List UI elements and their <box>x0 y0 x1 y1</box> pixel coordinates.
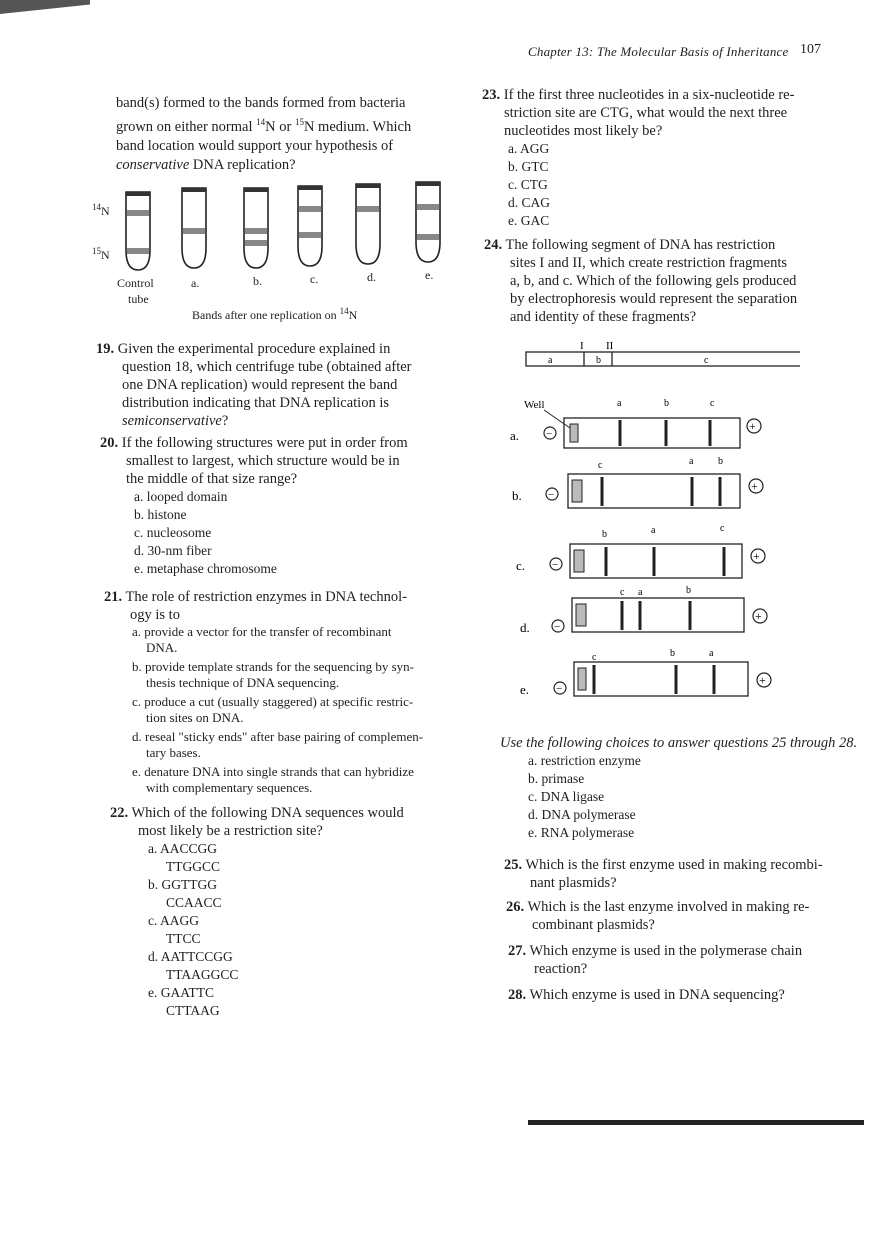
q24-line: The following segment of DNA has restriction <box>505 237 776 253</box>
q22-choice-a: a. AACCGG TTGGCC <box>148 841 220 874</box>
q21-choice-c: c. produce a cut (usually staggered) at specific restric- tion sites on DNA. <box>132 694 414 725</box>
enzyme-choice-c: c. DNA ligase <box>528 789 605 804</box>
gel-d <box>520 585 767 635</box>
question-21 <box>104 588 456 796</box>
segment-label-c: c <box>704 355 709 366</box>
gel-letter-d: d. <box>520 620 530 635</box>
q24-number: 24. <box>484 237 503 253</box>
band-hybrid <box>245 228 267 234</box>
q18-continuation <box>116 94 446 175</box>
q18-line: grown on either normal $^{14}$N or $^{15}$N medium. Which <box>116 117 412 135</box>
restriction-gel-figure <box>500 340 800 710</box>
q18-line: band(s) formed to the bands formed from bacteria <box>116 95 406 111</box>
q28-number: 28. <box>508 987 527 1003</box>
minus-icon: − <box>556 683 563 695</box>
q23-choice-d: d. CAG <box>508 195 551 210</box>
q22-choice-e: e. GAATTC CTTAAG <box>148 985 220 1018</box>
gel-letter-a: a. <box>510 428 520 443</box>
q25-number: 25. <box>504 857 523 873</box>
tube-c <box>298 186 322 266</box>
tube-label-e: e. <box>425 268 434 282</box>
tube-label-d: d. <box>367 270 376 284</box>
q20-line: the middle of that size range? <box>126 471 298 487</box>
site-label-ii: II <box>606 340 614 352</box>
q22-line: Which of the following DNA sequences would <box>131 805 404 821</box>
page-number: 107 <box>800 42 821 57</box>
tube-e <box>416 182 440 262</box>
q19-number: 19. <box>96 341 115 357</box>
enzyme-choice-b: b. primase <box>528 771 585 786</box>
tube-label-a: a. <box>191 276 200 290</box>
gel-c-band-label: a <box>651 525 656 536</box>
q21-choice-b: b. provide template strands for the sequencing by syn- thesis technique of DNA sequencing. <box>132 659 414 690</box>
q23-choice-a: a. AGG <box>508 141 550 156</box>
q22-line: most likely be a restriction site? <box>138 823 323 839</box>
q23-choice-b: b. GTC <box>508 159 549 174</box>
q23-number: 23. <box>482 87 501 103</box>
plus-icon: + <box>751 479 758 493</box>
q21-line: The role of restriction enzymes in DNA technol- <box>125 589 407 605</box>
gel-c-band-label: c <box>720 523 725 534</box>
q20-line: If the following structures were put in order from <box>121 435 408 451</box>
plus-icon: + <box>759 673 766 687</box>
q22-choice-d: d. AATTCCGG TTAAGGCC <box>148 949 239 982</box>
gel-a <box>510 398 761 448</box>
well-label: Well <box>524 399 545 411</box>
q18-line: band location would support your hypothesis of <box>116 137 394 154</box>
q24-line: sites I and II, which create restriction fragments <box>510 255 788 271</box>
q20-choice-b: b. histone <box>134 507 187 522</box>
segment-label-b: b <box>596 355 601 366</box>
minus-icon: − <box>546 428 553 440</box>
minus-icon: − <box>552 559 559 571</box>
q27-line: Which enzyme is used in the polymerase chain <box>529 943 803 959</box>
q20-choice-c: c. nucleosome <box>134 525 212 540</box>
n15-label: $^{15}$N <box>92 246 110 262</box>
band-14n <box>299 206 321 212</box>
q19-line: one DNA replication) would represent the band <box>122 377 398 393</box>
q23-line: If the first three nucleotides in a six-nucleotide re- <box>503 87 795 103</box>
plus-icon: + <box>753 549 760 563</box>
q24-line: a, b, and c. Which of the following gels produced <box>510 273 797 289</box>
q24-line: by electrophoresis would represent the separation <box>510 291 798 307</box>
q19-line: distribution indicating that DNA replication is <box>122 395 390 411</box>
gel-e <box>520 648 771 697</box>
tube-a <box>182 188 206 268</box>
tubes-svg <box>90 180 450 280</box>
plus-icon: + <box>749 419 756 433</box>
tube-d <box>356 184 380 264</box>
q23-line: striction site are CTG, what would the next three <box>504 105 788 121</box>
q28-line: Which enzyme is used in DNA sequencing? <box>529 987 785 1003</box>
q21-number: 21. <box>104 589 123 605</box>
gel-d-band-label: a <box>638 587 643 598</box>
band-hybrid <box>183 228 205 234</box>
plus-icon: + <box>755 609 762 623</box>
centrifuge-tubes-figure <box>90 180 450 330</box>
tube-label-c: c. <box>310 272 319 286</box>
minus-icon: − <box>554 621 561 633</box>
band-hybrid <box>299 232 321 238</box>
gel-b-band-label: c <box>598 460 603 471</box>
q22-choice-b: b. GGTTGG CCAACC <box>148 877 222 910</box>
question-23 <box>482 86 832 230</box>
band-15n <box>245 240 267 246</box>
running-header: Chapter 13: The Molecular Basis of Inheritance <box>528 44 789 59</box>
q20-line: smallest to largest, which structure would be in <box>126 453 400 469</box>
gel-letter-b: b. <box>512 488 522 503</box>
site-label-i: I <box>580 340 584 352</box>
question-19 <box>96 340 448 430</box>
q19-line: semiconservative? <box>122 413 229 429</box>
q26-line: combinant plasmids? <box>532 917 655 933</box>
tube-control <box>126 192 150 270</box>
q21-line: ogy is to <box>130 607 180 623</box>
question-20 <box>100 434 450 578</box>
q18-line: conservative DNA replication? <box>116 156 296 173</box>
q19-line: question 18, which centrifuge tube (obtained after <box>122 359 412 375</box>
q23-choice-e: e. GAC <box>508 213 550 228</box>
tube-label-b: b. <box>253 274 262 288</box>
tube-label-control: Control <box>117 276 154 290</box>
q22-choice-c: c. AAGG TTCC <box>148 913 201 946</box>
band-14n <box>417 204 439 210</box>
gel-letter-c: c. <box>516 558 526 573</box>
q19-line: Given the experimental procedure explained in <box>117 341 391 357</box>
q25-line: nant plasmids? <box>530 875 617 891</box>
band-14n <box>127 210 149 216</box>
q20-choice-d: d. 30-nm fiber <box>134 543 212 558</box>
tube-label-control-sub: tube <box>128 292 149 306</box>
question-28 <box>508 986 858 1004</box>
n14-label: $^{14}$N <box>92 202 110 218</box>
gel-c <box>516 523 765 578</box>
enzyme-choice-d: d. DNA polymerase <box>528 807 636 822</box>
gel-d-band-label: b <box>686 585 691 596</box>
bottom-rule <box>528 1120 864 1125</box>
q20-choice-e: e. metaphase chromosome <box>134 561 277 576</box>
question-27 <box>508 942 858 978</box>
q22-number: 22. <box>110 805 129 821</box>
enzyme-choice-e: e. RNA polymerase <box>528 825 635 840</box>
enzyme-choice-a: a. restriction enzyme <box>528 753 641 768</box>
q20-number: 20. <box>100 435 119 451</box>
band-15n <box>127 248 149 254</box>
q21-choice-a: a. provide a vector for the transfer of recombinant DNA. <box>132 624 392 655</box>
choices-25-28 <box>500 734 860 842</box>
page-corner-shadow <box>0 0 90 14</box>
tube-b <box>244 188 268 268</box>
gel-b-band-label: a <box>689 456 694 467</box>
q20-choice-a: a. looped domain <box>134 489 228 504</box>
q23-choice-c: c. CTG <box>508 177 548 192</box>
gel-b <box>512 456 763 508</box>
q21-choice-d: d. reseal "sticky ends" after base pairing of complemen- tary bases. <box>132 729 424 760</box>
gel-e-band-label: c <box>592 652 597 663</box>
gel-a-band-label: c <box>710 398 715 409</box>
band-14n <box>357 206 379 212</box>
q26-line: Which is the last enzyme involved in making re- <box>527 899 810 915</box>
tubes-caption: Bands after one replication on $^{14}$N <box>192 306 358 322</box>
choices-intro: Use the following choices to answer questions 25 through 28. <box>500 735 858 751</box>
gel-d-band-label: c <box>620 587 625 598</box>
question-24 <box>484 236 834 326</box>
gel-c-band-label: b <box>602 529 607 540</box>
question-25 <box>504 856 854 892</box>
q21-choice-e: e. denature DNA into single strands that can hybridize with complementary sequences. <box>132 764 414 795</box>
band-15n <box>417 234 439 240</box>
gel-e-band-label: b <box>670 648 675 659</box>
q24-line: and identity of these fragments? <box>510 309 697 325</box>
q27-line: reaction? <box>534 961 588 977</box>
dna-segment <box>526 340 800 366</box>
segment-label-a: a <box>548 355 553 366</box>
gel-e-band-label: a <box>709 648 714 659</box>
gel-b-band-label: b <box>718 456 723 467</box>
question-22 <box>110 804 462 1020</box>
gel-letter-e: e. <box>520 682 530 697</box>
minus-icon: − <box>548 489 555 501</box>
q27-number: 27. <box>508 943 527 959</box>
question-26 <box>506 898 856 934</box>
gel-a-band-label: a <box>617 398 622 409</box>
q23-line: nucleotides most likely be? <box>504 123 663 139</box>
q26-number: 26. <box>506 899 525 915</box>
gel-a-band-label: b <box>664 398 669 409</box>
q25-line: Which is the first enzyme used in making recombi- <box>525 857 823 873</box>
